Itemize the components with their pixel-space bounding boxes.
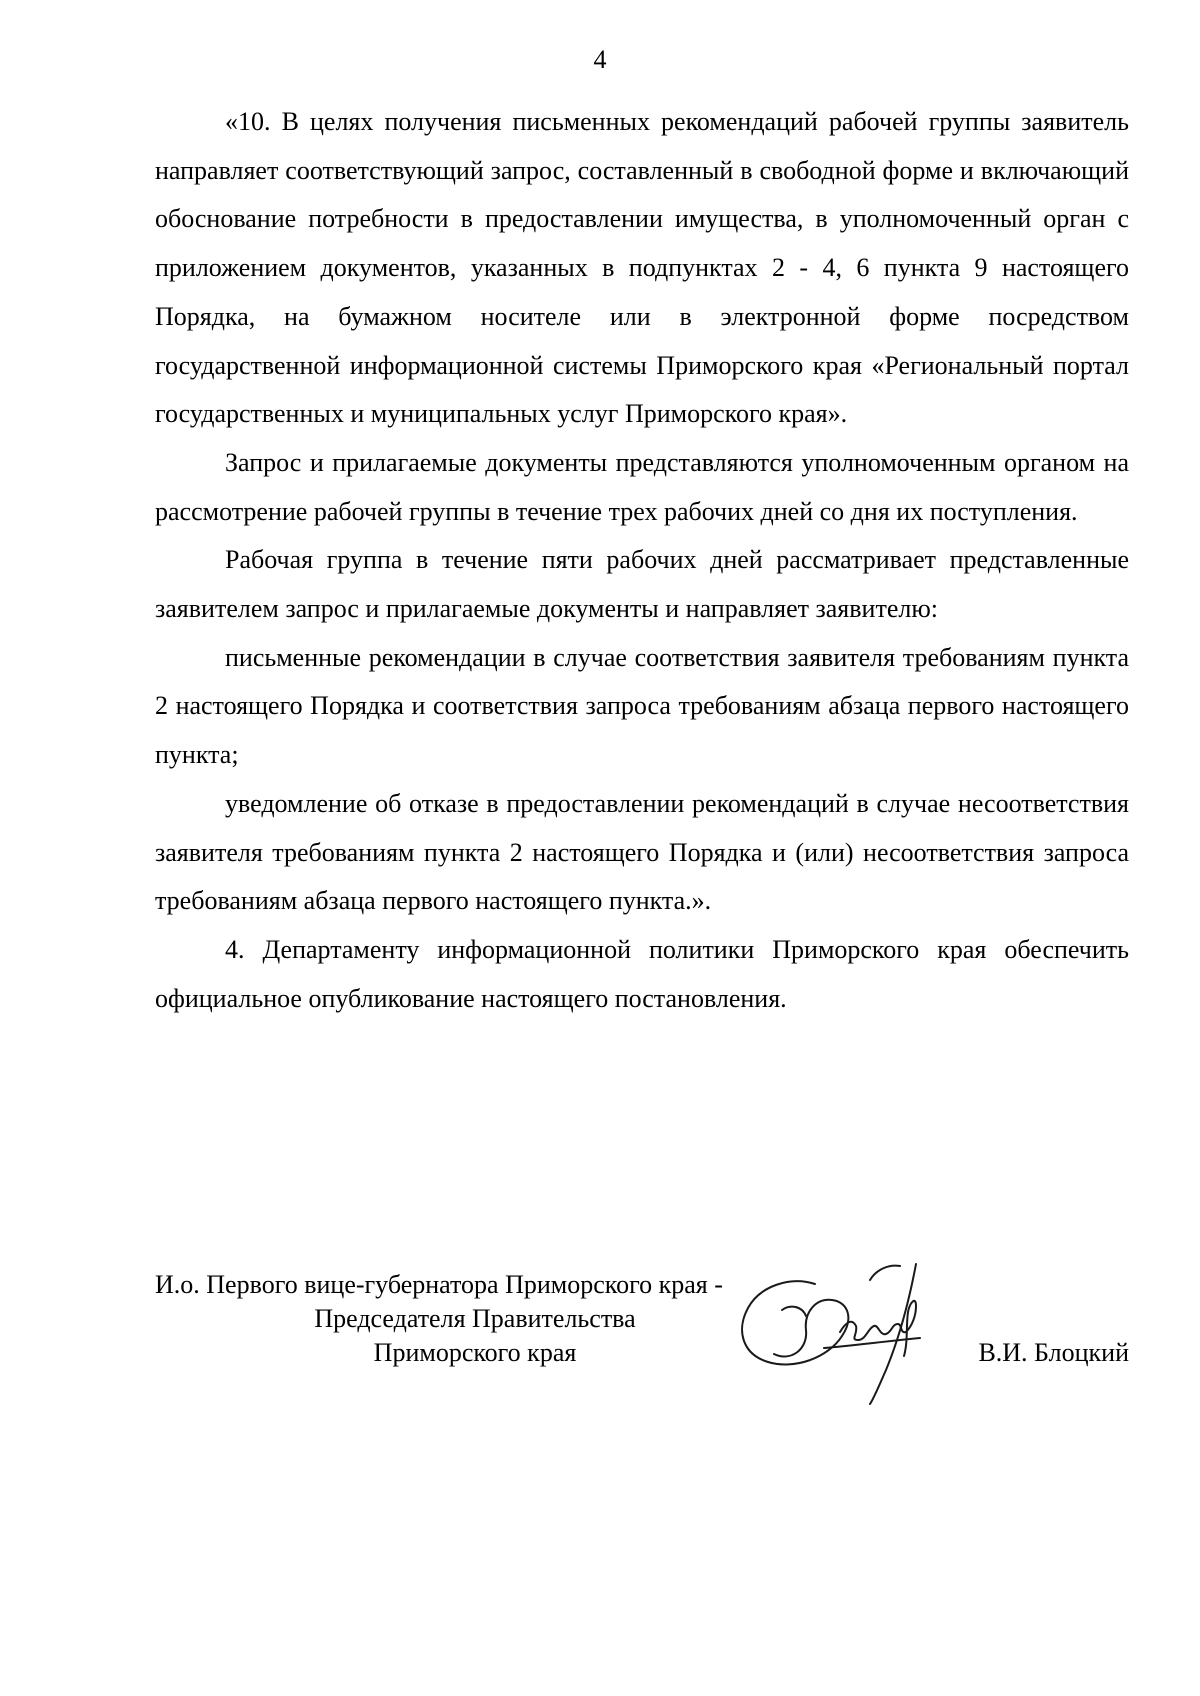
signatory-title-line-2: Председателя Правительства — [314, 1304, 636, 1333]
signature-block — [155, 1268, 1129, 1408]
signatory-title-line-3: Приморского края — [373, 1338, 577, 1367]
paragraph-request-submission: Запрос и прилагаемые документы представляются уполномоченным органом на рассмотрение рабочей группы в течение трех рабочих дней со дня их поступления. — [155, 447, 1129, 526]
paragraph-refusal-notice: уведомление об отказе в предоставлении рекомендаций в случае несоответствия заявителя требованиям пункта 2 настоящего Порядка и (или) несоответствия запроса требованиям абзаца первого настоящего пункта.». — [155, 788, 1129, 916]
signatory-title-line-1: И.о. Первого вице-губернатора Приморского края - — [155, 1270, 723, 1299]
paragraph-written-recommendations: письменные рекомендации в случае соответствия заявителя требованиям пункта 2 настоящего Порядка и соответствия запроса требованиям абзаца первого настоящего пункта; — [155, 642, 1129, 770]
signatory-title — [155, 1268, 795, 1370]
document-body — [155, 98, 1129, 1023]
handwritten-signature — [720, 1246, 950, 1406]
paragraph-working-group-review: Рабочая группа в течение пяти рабочих дней рассматривает представленные заявителем запрос и прилагаемые документы и направляет заявителю: — [155, 545, 1129, 624]
page-number: 4 — [593, 45, 607, 74]
paragraph-item-4-publication: 4. Департаменту информационной политики Приморского края обеспечить официальное опубликование настоящего постановления. — [155, 934, 1129, 1013]
signatory-name: В.И. Блоцкий — [978, 1338, 1129, 1367]
paragraph-item-10: «10. В целях получения письменных рекомендаций рабочей группы заявитель направляет соответствующий запрос, составленный в свободной форме и включающий обоснование потребности в предоставлении имущества, в уполномоченный орган с приложением документов, указанных в подпунктах 2 - 4, 6 пункта 9 настоящего Порядка, на бумажном носителе или в электронной форме посредством государственной информационной системы Приморского края «Региональный портал государственных и муниципальных услуг Приморского края». — [155, 107, 1129, 429]
